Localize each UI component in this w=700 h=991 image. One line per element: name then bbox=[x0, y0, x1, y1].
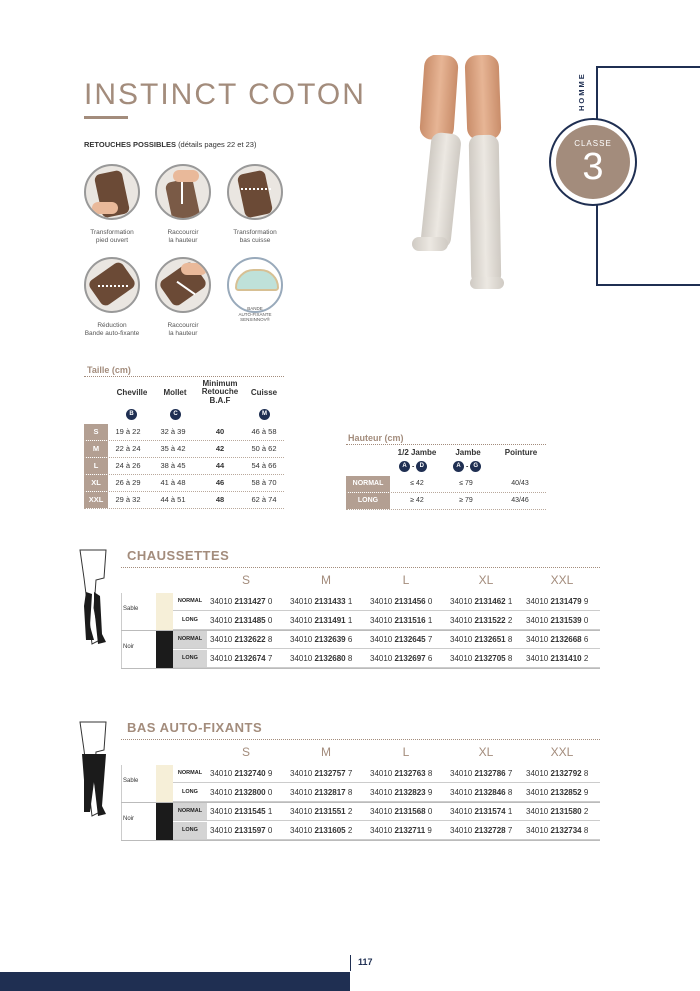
ean-check: 2 bbox=[345, 826, 353, 835]
taille-cell-cheville: 22 à 24 bbox=[115, 444, 141, 453]
height-tag: NORMAL bbox=[346, 476, 390, 492]
ean-prefix: 34010 bbox=[370, 616, 395, 625]
ean-code bbox=[290, 765, 352, 782]
taille-cell-min: 44 bbox=[215, 461, 225, 470]
header-demi-jambe: 1/2 Jambe bbox=[397, 448, 437, 457]
taille-cell-cheville: 19 à 22 bbox=[115, 427, 141, 436]
ean-check: 2 bbox=[581, 807, 589, 816]
ean-main: 2132786 bbox=[474, 769, 506, 778]
ean-check: 8 bbox=[265, 635, 273, 644]
hauteur-cell-pointure: 43/46 bbox=[511, 497, 529, 504]
taille-cell-cuisse: 62 à 74 bbox=[251, 495, 277, 504]
ean-main: 2132674 bbox=[234, 654, 266, 663]
ean-prefix: 34010 bbox=[370, 635, 395, 644]
table-left-border bbox=[121, 593, 122, 669]
ean-check: 6 bbox=[425, 654, 433, 663]
badge-d-icon: D bbox=[416, 461, 427, 472]
taille-cell-min: 48 bbox=[215, 495, 225, 504]
length-tag: NORMAL bbox=[173, 803, 207, 820]
header-pointure: Pointure bbox=[504, 448, 538, 457]
open-toe-icon bbox=[84, 164, 140, 220]
ean-code bbox=[210, 650, 272, 667]
ean-main: 2132728 bbox=[474, 826, 506, 835]
ean-prefix: 34010 bbox=[370, 654, 395, 663]
size-header: L bbox=[402, 573, 410, 587]
color-label: Noir bbox=[123, 816, 135, 822]
sensinnov-band-icon bbox=[227, 257, 283, 313]
taille-cell-mollet: 44 à 51 bbox=[160, 495, 186, 504]
page-number: 117 bbox=[350, 955, 373, 971]
ean-main: 2131427 bbox=[234, 597, 266, 606]
ean-code bbox=[526, 612, 588, 629]
ean-code bbox=[210, 765, 272, 782]
footer-bar bbox=[0, 972, 350, 991]
ean-check: 9 bbox=[425, 788, 433, 797]
ean-check: 8 bbox=[505, 635, 513, 644]
size-header: XL bbox=[478, 745, 494, 759]
retouche-label-5: Raccourcir la hauteur bbox=[167, 322, 199, 337]
ean-prefix: 34010 bbox=[290, 769, 315, 778]
size-header: M bbox=[321, 745, 331, 759]
ean-main: 2132705 bbox=[474, 654, 506, 663]
ean-check: 6 bbox=[581, 635, 589, 644]
product-title: INSTINCT COTON bbox=[84, 78, 366, 111]
badges-demi-jambe: A - D bbox=[399, 461, 427, 472]
ean-prefix: 34010 bbox=[450, 654, 475, 663]
color-swatch bbox=[156, 593, 173, 630]
taille-cell-min: 40 bbox=[215, 427, 225, 436]
ean-prefix: 34010 bbox=[210, 635, 235, 644]
ean-prefix: 34010 bbox=[210, 616, 235, 625]
retouche-label-3: Transformation bas cuisse bbox=[233, 229, 277, 244]
ean-prefix: 34010 bbox=[290, 616, 315, 625]
classe-number: 3 bbox=[582, 146, 604, 188]
classe-label: CLASSE bbox=[574, 139, 612, 148]
title-underline bbox=[84, 116, 128, 119]
band-reduction-icon bbox=[84, 257, 140, 313]
taille-row bbox=[84, 475, 284, 492]
ean-prefix: 34010 bbox=[526, 635, 551, 644]
ean-main: 2132622 bbox=[234, 635, 266, 644]
ean-check: 6 bbox=[345, 635, 353, 644]
ean-check: 1 bbox=[345, 616, 353, 625]
ean-code bbox=[526, 803, 588, 820]
color-swatch bbox=[156, 765, 173, 802]
ean-main: 2132734 bbox=[550, 826, 582, 835]
ean-code bbox=[210, 822, 272, 839]
ean-code bbox=[290, 593, 352, 610]
ean-main: 2131479 bbox=[550, 597, 582, 606]
ean-check: 0 bbox=[425, 597, 433, 606]
ean-check: 1 bbox=[505, 597, 513, 606]
taille-cell-mollet: 38 à 45 bbox=[160, 461, 186, 470]
ean-main: 2131539 bbox=[550, 616, 582, 625]
ean-code bbox=[370, 631, 432, 648]
product-row bbox=[173, 612, 600, 630]
table-left-border bbox=[121, 765, 122, 841]
ean-prefix: 34010 bbox=[526, 769, 551, 778]
ean-code bbox=[450, 650, 512, 667]
ean-main: 2132763 bbox=[394, 769, 426, 778]
ean-code bbox=[370, 650, 432, 667]
ean-main: 2131580 bbox=[550, 807, 582, 816]
length-tag: LONG bbox=[173, 650, 207, 667]
ean-main: 2131456 bbox=[394, 597, 426, 606]
ean-check: 1 bbox=[505, 807, 513, 816]
ean-prefix: 34010 bbox=[210, 597, 235, 606]
ean-main: 2132697 bbox=[394, 654, 426, 663]
ean-main: 2131516 bbox=[394, 616, 426, 625]
ean-main: 2131491 bbox=[314, 616, 346, 625]
retouches-title: RETOUCHES POSSIBLES bbox=[84, 140, 176, 149]
ean-main: 2131605 bbox=[314, 826, 346, 835]
ean-code bbox=[450, 803, 512, 820]
ean-main: 2132711 bbox=[394, 826, 426, 835]
header-mollet: Mollet bbox=[163, 388, 187, 397]
ean-check: 8 bbox=[345, 654, 353, 663]
size-tag: XXL bbox=[84, 492, 108, 508]
ean-main: 2132846 bbox=[474, 788, 506, 797]
ean-code bbox=[370, 784, 432, 801]
ean-code bbox=[450, 765, 512, 782]
ean-check: 0 bbox=[265, 616, 273, 625]
taille-cell-cuisse: 50 à 62 bbox=[251, 444, 277, 453]
ean-prefix: 34010 bbox=[450, 788, 475, 797]
length-tag: NORMAL bbox=[173, 765, 207, 782]
hauteur-cell-jambe: ≤ 79 bbox=[459, 480, 473, 487]
header-minimum: Minimum Retouche B.A.F bbox=[201, 379, 239, 405]
taille-cell-cuisse: 54 à 66 bbox=[251, 461, 277, 470]
taille-label: Taille (cm) bbox=[87, 365, 131, 375]
ean-prefix: 34010 bbox=[370, 597, 395, 606]
ean-code bbox=[210, 593, 272, 610]
size-header: XXL bbox=[550, 745, 574, 759]
ean-check: 1 bbox=[345, 597, 353, 606]
ean-check: 7 bbox=[265, 654, 273, 663]
ean-check: 7 bbox=[505, 769, 513, 778]
size-tag: S bbox=[84, 424, 108, 440]
size-header: XXL bbox=[550, 573, 574, 587]
product-row bbox=[173, 765, 600, 783]
ean-prefix: 34010 bbox=[450, 807, 475, 816]
hauteur-cell-pointure: 40/43 bbox=[511, 480, 529, 487]
ean-code bbox=[290, 631, 352, 648]
ean-prefix: 34010 bbox=[210, 807, 235, 816]
ean-code bbox=[450, 612, 512, 629]
ean-main: 2132639 bbox=[314, 635, 346, 644]
ean-main: 2131574 bbox=[474, 807, 506, 816]
ean-check: 9 bbox=[265, 769, 273, 778]
taille-row bbox=[84, 424, 284, 441]
ean-main: 2131462 bbox=[474, 597, 506, 606]
length-tag: LONG bbox=[173, 822, 207, 839]
product-row bbox=[173, 631, 600, 649]
taille-cell-min: 42 bbox=[215, 444, 225, 453]
ean-check: 0 bbox=[265, 788, 273, 797]
product-row bbox=[173, 593, 600, 611]
ean-prefix: 34010 bbox=[370, 826, 395, 835]
ean-prefix: 34010 bbox=[450, 616, 475, 625]
ean-prefix: 34010 bbox=[450, 635, 475, 644]
ean-code bbox=[450, 593, 512, 610]
taille-row bbox=[84, 441, 284, 458]
taille-row bbox=[84, 458, 284, 475]
size-tag: L bbox=[84, 458, 108, 474]
retouche-label-4: Réduction Bande auto-fixante bbox=[84, 322, 140, 337]
ean-check: 8 bbox=[581, 769, 589, 778]
ean-check: 7 bbox=[505, 826, 513, 835]
product-row bbox=[173, 784, 600, 802]
size-header: S bbox=[241, 745, 250, 759]
ean-prefix: 34010 bbox=[370, 788, 395, 797]
ean-check: 9 bbox=[425, 826, 432, 835]
ean-main: 2131485 bbox=[234, 616, 266, 625]
ean-prefix: 34010 bbox=[526, 788, 551, 797]
ean-code bbox=[370, 803, 432, 820]
hauteur-cell-demi: ≥ 42 bbox=[410, 497, 424, 504]
shorten-height-alt-icon bbox=[155, 257, 211, 313]
taille-cell-cuisse: 58 à 70 bbox=[251, 478, 277, 487]
ean-code bbox=[450, 784, 512, 801]
ean-code bbox=[370, 593, 432, 610]
ean-main: 2132651 bbox=[474, 635, 506, 644]
ean-main: 2131551 bbox=[314, 807, 346, 816]
ean-prefix: 34010 bbox=[210, 826, 235, 835]
ean-prefix: 34010 bbox=[526, 807, 551, 816]
size-tag: XL bbox=[84, 475, 108, 491]
ean-code bbox=[290, 822, 352, 839]
hauteur-cell-jambe: ≥ 79 bbox=[459, 497, 473, 504]
product-row bbox=[173, 803, 600, 821]
bas-title: BAS AUTO-FIXANTS bbox=[127, 720, 263, 735]
ean-code bbox=[210, 631, 272, 648]
length-tag: LONG bbox=[173, 784, 207, 801]
color-label: Sable bbox=[123, 606, 139, 612]
ean-check: 8 bbox=[505, 654, 513, 663]
ean-prefix: 34010 bbox=[290, 807, 315, 816]
badge-a-icon: A bbox=[453, 461, 464, 472]
ean-main: 2131568 bbox=[394, 807, 426, 816]
ean-prefix: 34010 bbox=[526, 826, 551, 835]
ean-check: 8 bbox=[425, 769, 433, 778]
ean-code bbox=[290, 650, 352, 667]
ean-code bbox=[526, 784, 588, 801]
ean-prefix: 34010 bbox=[290, 788, 315, 797]
ean-code bbox=[290, 612, 352, 629]
ean-check: 2 bbox=[345, 807, 353, 816]
retouches-heading bbox=[84, 140, 256, 149]
ean-code bbox=[210, 803, 272, 820]
ean-check: 8 bbox=[581, 826, 589, 835]
ean-check: 9 bbox=[581, 788, 589, 797]
badge-c-icon: C bbox=[170, 409, 181, 420]
hauteur-cell-demi: ≤ 42 bbox=[410, 480, 424, 487]
classe-badge bbox=[556, 125, 630, 199]
product-row bbox=[173, 650, 600, 668]
ean-prefix: 34010 bbox=[210, 654, 235, 663]
ean-prefix: 34010 bbox=[450, 826, 475, 835]
chaussettes-title: CHAUSSETTES bbox=[127, 548, 230, 563]
color-label: Noir bbox=[123, 644, 135, 650]
taille-cell-cheville: 26 à 29 bbox=[115, 478, 141, 487]
ean-prefix: 34010 bbox=[526, 616, 551, 625]
ean-code bbox=[450, 822, 512, 839]
ean-prefix: 34010 bbox=[290, 654, 315, 663]
ean-main: 2131545 bbox=[234, 807, 266, 816]
ean-check: 7 bbox=[345, 769, 353, 778]
length-tag: NORMAL bbox=[173, 593, 207, 610]
color-label: Sable bbox=[123, 778, 139, 784]
retouche-label-1: Transformation pied ouvert bbox=[90, 229, 134, 244]
ean-prefix: 34010 bbox=[526, 654, 551, 663]
band-label: BANDE AUTO-FIXANTE SENSINNOV® bbox=[238, 306, 272, 323]
badge-g-icon: G bbox=[470, 461, 481, 472]
ean-check: 0 bbox=[581, 616, 589, 625]
group-divider bbox=[121, 668, 600, 669]
size-tag: M bbox=[84, 441, 108, 457]
ean-check: 0 bbox=[265, 597, 273, 606]
header-cheville: Cheville bbox=[116, 388, 148, 397]
ean-check: 1 bbox=[425, 616, 433, 625]
hauteur-rule bbox=[346, 444, 546, 445]
thigh-transform-icon bbox=[227, 164, 283, 220]
taille-row bbox=[84, 492, 284, 509]
ean-main: 2132757 bbox=[314, 769, 346, 778]
ean-code bbox=[370, 822, 432, 839]
size-header: M bbox=[321, 573, 331, 587]
ean-main: 2132817 bbox=[314, 788, 346, 797]
ean-check: 2 bbox=[581, 654, 589, 663]
ean-code bbox=[526, 765, 588, 782]
length-tag: NORMAL bbox=[173, 631, 207, 648]
ean-prefix: 34010 bbox=[450, 769, 475, 778]
badge-a-icon: A bbox=[399, 461, 410, 472]
ean-code bbox=[290, 784, 352, 801]
ean-code bbox=[370, 765, 432, 782]
ean-code bbox=[210, 612, 272, 629]
ean-prefix: 34010 bbox=[290, 635, 315, 644]
ean-check: 8 bbox=[345, 788, 353, 797]
ean-code bbox=[526, 650, 588, 667]
ean-main: 2131410 bbox=[550, 654, 582, 663]
ean-main: 2132680 bbox=[314, 654, 346, 663]
ean-main: 2132800 bbox=[234, 788, 266, 797]
hauteur-row bbox=[346, 476, 546, 493]
stocking-silhouette-icon bbox=[76, 720, 118, 820]
ean-code bbox=[210, 784, 272, 801]
chaussettes-rule bbox=[121, 567, 600, 568]
ean-prefix: 34010 bbox=[370, 769, 395, 778]
ean-code bbox=[526, 593, 588, 610]
ean-check: 8 bbox=[505, 788, 513, 797]
ean-code bbox=[526, 631, 588, 648]
ean-main: 2131597 bbox=[234, 826, 266, 835]
size-header: L bbox=[402, 745, 410, 759]
hauteur-label: Hauteur (cm) bbox=[348, 433, 404, 443]
header-cuisse: Cuisse bbox=[250, 388, 278, 397]
ean-main: 2132792 bbox=[550, 769, 582, 778]
ean-main: 2131433 bbox=[314, 597, 346, 606]
hauteur-row bbox=[346, 493, 546, 510]
size-header: S bbox=[241, 573, 250, 587]
badge-m-icon: M bbox=[259, 409, 270, 420]
ean-prefix: 34010 bbox=[210, 769, 235, 778]
ean-code bbox=[450, 631, 512, 648]
product-photo bbox=[400, 55, 550, 300]
ean-check: 0 bbox=[265, 826, 273, 835]
color-swatch bbox=[156, 803, 173, 840]
taille-cell-mollet: 41 à 48 bbox=[160, 478, 186, 487]
group-divider bbox=[121, 840, 600, 841]
ean-check: 2 bbox=[505, 616, 513, 625]
taille-cell-mollet: 35 à 42 bbox=[160, 444, 186, 453]
taille-cell-min: 46 bbox=[215, 478, 225, 487]
ean-prefix: 34010 bbox=[526, 597, 551, 606]
ean-prefix: 34010 bbox=[290, 597, 315, 606]
ean-main: 2132740 bbox=[234, 769, 266, 778]
ean-code bbox=[370, 612, 432, 629]
product-row bbox=[173, 822, 600, 840]
ean-check: 1 bbox=[265, 807, 273, 816]
ean-prefix: 34010 bbox=[450, 597, 475, 606]
retouches-note: (détails pages 22 et 23) bbox=[178, 140, 257, 149]
ean-prefix: 34010 bbox=[290, 826, 315, 835]
ean-prefix: 34010 bbox=[370, 807, 395, 816]
height-tag: LONG bbox=[346, 493, 390, 509]
ean-main: 2132823 bbox=[394, 788, 426, 797]
color-swatch bbox=[156, 631, 173, 668]
category-label: HOMME bbox=[577, 72, 586, 112]
ean-main: 2132668 bbox=[550, 635, 582, 644]
ean-check: 0 bbox=[425, 807, 433, 816]
ean-check: 7 bbox=[425, 635, 433, 644]
badge-b-icon: B bbox=[126, 409, 137, 420]
ean-main: 2131522 bbox=[474, 616, 506, 625]
taille-cell-cheville: 29 à 32 bbox=[115, 495, 141, 504]
ean-code bbox=[290, 803, 352, 820]
bas-rule bbox=[121, 739, 600, 740]
taille-cell-cheville: 24 à 26 bbox=[115, 461, 141, 470]
header-jambe: Jambe bbox=[455, 448, 481, 457]
taille-cell-mollet: 32 à 39 bbox=[160, 427, 186, 436]
length-tag: LONG bbox=[173, 612, 207, 629]
ean-main: 2132645 bbox=[394, 635, 426, 644]
badges-jambe: A - G bbox=[453, 461, 481, 472]
ean-main: 2132852 bbox=[550, 788, 582, 797]
shorten-height-icon bbox=[155, 164, 211, 220]
taille-rule bbox=[84, 376, 284, 377]
size-header: XL bbox=[478, 573, 494, 587]
sock-silhouette-icon bbox=[76, 548, 118, 648]
ean-check: 9 bbox=[581, 597, 589, 606]
ean-code bbox=[526, 822, 588, 839]
ean-prefix: 34010 bbox=[210, 788, 235, 797]
taille-cell-cuisse: 46 à 58 bbox=[251, 427, 277, 436]
retouche-label-2: Raccourcir la hauteur bbox=[167, 229, 199, 244]
